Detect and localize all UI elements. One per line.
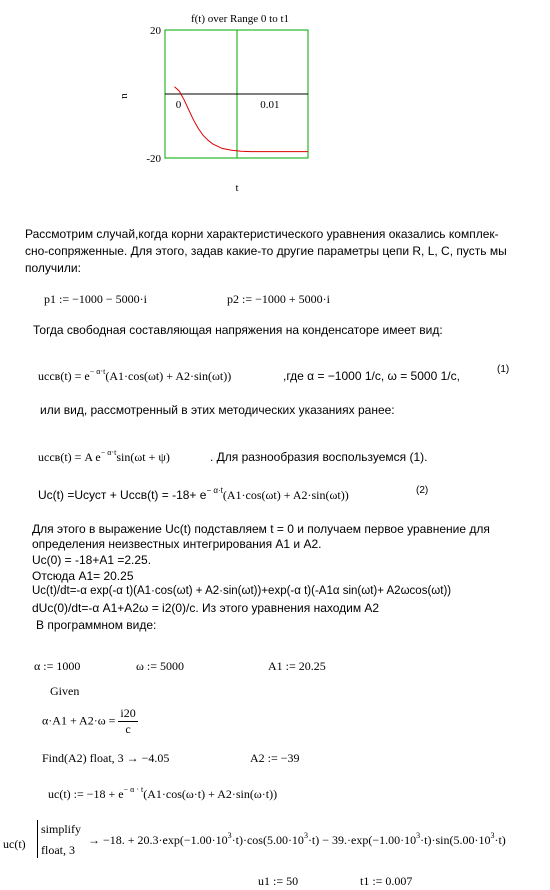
eq2-number: (2) (416, 485, 429, 496)
eq3-exponent: − α·t (206, 486, 223, 495)
x-tick-label: 0.01 (260, 99, 280, 111)
y-tick-label: 20 (150, 25, 161, 37)
t1-definition: t1 := 0.007 (360, 874, 413, 888)
result-pow-3: 3 (416, 831, 421, 840)
paragraph-derivation-7: В программном виде: (36, 618, 157, 632)
simplify-keyword: simplify (41, 822, 82, 836)
given-denominator: c (125, 722, 131, 736)
paragraph-derivation-1: Для этого в выражение Uc(t) подставляем t = 0 и получаем первое уравнение для (32, 522, 490, 536)
paragraph-intro-2: сно-сопряженные. Для этого, задав какие-то другие параметры цепи R, L, C, пусть мы (25, 244, 507, 258)
omega-definition: ω := 5000 (136, 659, 184, 673)
p2-definition: p2 := −1000 + 5000·i (227, 292, 330, 306)
result-part-b: ·t)·cos(5.00·10 (231, 833, 304, 847)
result-pow-4: 3 (490, 831, 495, 840)
paragraph-intro-3: получили: (25, 261, 81, 275)
equation-2 (38, 488, 349, 503)
eq1-rest: (A1·cos(ωt) + A2·sin(ωt)) (105, 369, 232, 383)
paragraph-alt-form: или вид, рассмотренный в этих методических указаниях ранее: (40, 403, 395, 417)
float-keyword: float, 3 (41, 843, 75, 857)
given-fraction (118, 706, 137, 737)
paragraph-derivation-4: Отсюда A1= 20.25 (32, 569, 134, 583)
given-equation (42, 706, 138, 737)
eq2-lhs: uссв(t) = A e (38, 450, 101, 464)
eq1-where: ,где α = −1000 1/c, ω = 5000 1/c, (283, 369, 460, 383)
result-part-e: ·t) (494, 833, 506, 847)
find-expression: Find(A2) float, 3 → −4.05 (42, 751, 170, 765)
eq2-after: . Для разнообразия воспользуемся (1). (210, 450, 428, 464)
uc-lhs: uc(t) := −18 + e (48, 787, 124, 801)
paragraph-intro-1: Рассмотрим случай,когда корни характеристического уравнения оказались комплек- (25, 227, 499, 241)
series-line (175, 87, 309, 152)
paragraph-derivation-3: Uc(0) = -18+A1 =2.25. (32, 553, 152, 567)
a2-definition: A2 := −39 (250, 751, 300, 765)
result-part-a: → −18. + 20.3·exp(−1.00·10 (88, 833, 228, 847)
u1-definition: u1 := 50 (258, 874, 299, 888)
eq1-number: (1) (497, 364, 510, 375)
symbolic-result (88, 833, 506, 848)
alpha-definition: α := 1000 (34, 659, 81, 673)
given-numerator: i20 (120, 706, 136, 720)
result-part-c: ·t) − 39.·exp(−1.00·10 (307, 833, 417, 847)
eq3-lhs: Uc(t) =Uсуст + Uссв(t) = -18+ e (38, 488, 207, 502)
eq1-exponent: − α·t (89, 367, 106, 376)
uc-definition (48, 787, 277, 802)
result-pow-2: 3 (303, 831, 308, 840)
given-keyword: Given (50, 684, 80, 698)
x-tick-label: 0 (175, 99, 182, 111)
keyword-bar (37, 820, 38, 858)
paragraph-free-component: Тогда свободная составляющая напряжения на конденсаторе имеет вид: (33, 323, 443, 337)
paragraph-derivation-2: определения неизвестных интегрирования A1 и A2. (32, 537, 322, 551)
uc-rest: (A1·cos(ω·t) + A2·sin(ω·t)) (143, 787, 278, 801)
plot (0, 0, 550, 200)
equation-alt (38, 450, 170, 465)
chart-title: f(t) over Range 0 to t1 (190, 13, 290, 25)
a1-definition: A1 := 20.25 (268, 659, 326, 673)
uc-symbolic-lhs: uc(t) (3, 837, 26, 851)
equation-1 (38, 369, 231, 384)
paragraph-derivation-5: Uc(t)/dt=-α exp(-α t)(A1·cos(ωt) + A2·sin(ωt))+exp(-α t)(-A1α sin(ωt)+ A2ωcos(ωt)) (32, 585, 452, 597)
y-tick-label: -20 (146, 153, 161, 165)
result-pow-1: 3 (227, 831, 232, 840)
uc-exponent: − α · t (123, 785, 144, 794)
x-axis-label: t (235, 182, 239, 194)
eq3-rest: (A1·cos(ωt) + A2·sin(ωt)) (222, 488, 349, 502)
y-axis-label: u (119, 93, 131, 99)
p1-definition: p1 := −1000 − 5000·i (44, 292, 147, 306)
paragraph-derivation-6: dUc(0)/dt=-α A1+A2ω = i2(0)/c. Из этого уравнения находим A2 (32, 601, 380, 615)
given-eq-lhs: α·A1 + A2·ω = (42, 713, 116, 728)
eq2-exponent: − α·t (100, 448, 117, 457)
result-part-d: ·t)·sin(5.00·10 (420, 833, 491, 847)
eq2-rest: sin(ωt + ψ) (116, 450, 170, 464)
eq1-lhs: uссв(t) = e (38, 369, 90, 383)
